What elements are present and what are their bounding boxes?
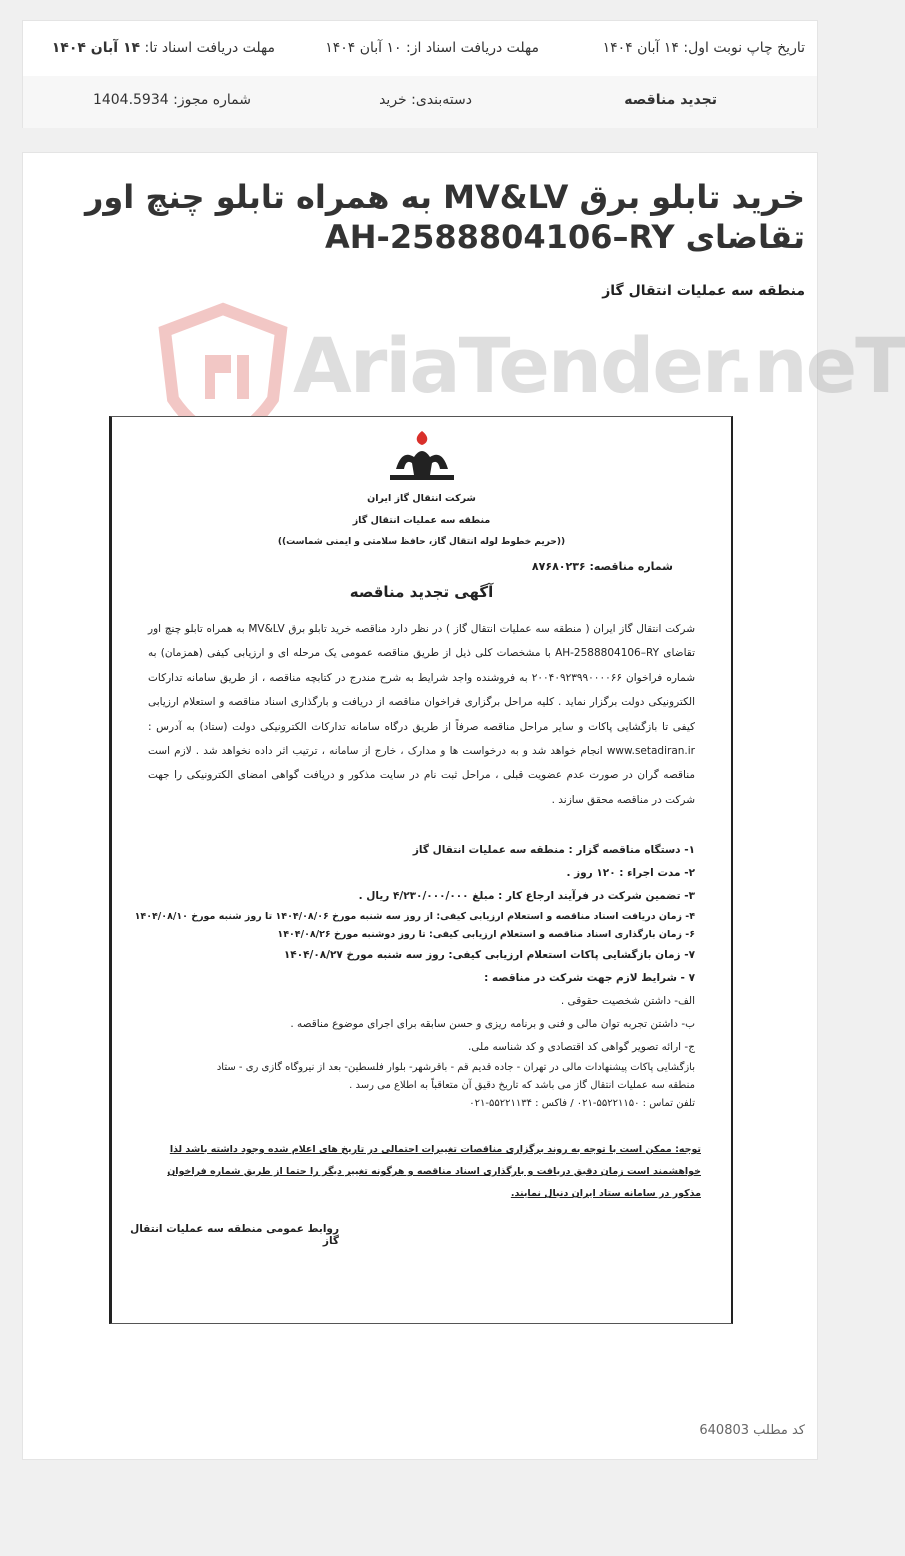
notice-item: ۲- مدت اجراء : ۱۲۰ روز . [566, 867, 695, 879]
notice-item: بازگشایی پاکات پیشنهادات مالی در تهران - جاده قدیم قم - باقرشهر- بلوار فلسطین- بعد از نیروگاه گازی ری - ستاد [216, 1062, 695, 1073]
print-date: تاریخ چاپ نوبت اول: ۱۴ آبان ۱۴۰۴ [602, 40, 805, 56]
gas-company-logo-icon [382, 429, 462, 487]
tender-detail-card [22, 152, 905, 1460]
tender-info-card [22, 20, 818, 128]
doc-from-date: مهلت دریافت اسناد از: ۱۰ آبان ۱۴۰۴ [325, 40, 539, 56]
article-code: کد مطلب 640803 [699, 1423, 805, 1438]
notice-item: ۱- دستگاه مناقصه گزار : منطقه سه عملیات انتقال گاز [412, 844, 695, 856]
notice-item: ۷- زمان بازگشایی پاکات استعلام ارزیابی کیفی: روز سه شنبه مورخ ۱۴۰۴/۰۸/۲۷ [283, 949, 695, 961]
notice-item: تلفن تماس : ۵۵۲۲۱۱۵۰-۰۲۱ / فاکس : ۵۵۲۲۱۱۳۴-۰۲۱ [469, 1098, 695, 1109]
notice-item: ۴- زمان دریافت اسناد مناقصه و استعلام ارزیابی کیفی: از روز سه شنبه مورخ ۱۴۰۴/۰۸/۰۶ تا روز شنبه مورخ ۱۴۰۴/۰۸/۱۰ [134, 911, 695, 922]
notice-item: ب- داشتن تجربه توان مالی و فنی و برنامه ریزی و حسن سابقه برای اجرای موضوع مناقصه . [290, 1018, 695, 1030]
notice-item: الف- داشتن شخصیت حقوقی . [560, 995, 695, 1007]
watermark-text: AriaTender.neT [293, 321, 905, 410]
notice-item: ج- ارائه تصویر گواهی کد اقتصادی و کد شناسه ملی. [467, 1041, 695, 1053]
notice-item: ۶- زمان بارگذاری اسناد مناقصه و استعلام ارزیابی کیفی: تا روز دوشنبه مورخ ۱۴۰۴/۰۸/۲۶ [277, 929, 695, 940]
notice-motto: ((حریم خطوط لوله انتقال گاز، حافظ سلامتی و ایمنی شماست)) [277, 537, 566, 547]
notice-item: منطقه سه عملیات انتقال گاز می باشد که تاریخ دقیق آن متعاقباً به اطلاع می رسد . [349, 1080, 695, 1091]
tender-notice-image [109, 416, 733, 1324]
notice-company: شرکت انتقال گاز ایران [367, 493, 476, 504]
notice-note: توجه: ممکن است با توجه به روند برگزاری مناقصات تغییرات احتمالی در تاریخ های اعلام شده وجود داشته باشد لذا خواهشمند است زمان دقیق دریافت و بارگذاری اسناد مناقصه و هرگونه تغییر دیگر را حتما از طریق شماره فراخوان مذکور در سامانه ستاد ایران دنبال نمایند. [167, 1144, 701, 1199]
notice-item: ۷ - شرایط لازم جهت شرکت در مناقصه : [484, 972, 695, 984]
notice-item: ۳- تضمین شرکت در فرآیند ارجاع کار : مبلغ ۴/۲۳۰/۰۰۰/۰۰۰ ریال . [358, 890, 695, 902]
meta-row [23, 76, 817, 128]
notice-region: منطقه سه عملیات انتقال گاز [352, 515, 491, 526]
page-title: خرید تابلو برق MV&LV به همراه تابلو چنچ اور تقاضای AH-2588804106–RY [84, 178, 805, 256]
notice-tender-number: شماره مناقصه: ۸۷۶۸۰۲۳۶ [531, 560, 673, 573]
notice-items [134, 839, 695, 1113]
organization-name: منطقه سه عملیات انتقال گاز [602, 283, 805, 299]
notice-heading: آگهی تجدید مناقصه [349, 583, 494, 601]
notice-public-relations: روابط عمومی منطقه سه عملیات انتقال گاز [130, 1223, 339, 1247]
tender-type: تجدید مناقصه [624, 92, 717, 108]
category: دسته‌بندی: خرید [379, 92, 472, 108]
license-number: شماره مجوز: 1404.5934 [92, 92, 251, 108]
notice-intro: شرکت انتقال گاز ایران ( منطقه سه عملیات انتقال گاز ) در نظر دارد مناقصه خرید تابلو برق MV&LV به همراه تابلو چنچ اور تقاضای AH-2588804106–RY با مشخصات کلی ذیل از طریق مناقصه عمومی یک مرحله ای و ارزیابی کیفی (همزمان) به شماره فراخوان ۲۰۰۴۰۹۲۳۹۹۰۰۰۰۶۶ به فروشنده واجد شرایط به شرح مندرج در کتابچه مناقصه ، از طریق سامانه تدارکات الکترونیکی دولت برگزار نماید . کلیه مراحل برگزاری فراخوان مناقصه از دریافت و بارگذاری اسناد مناقصه و استعلام ارزیابی کیفی تا بازگشایی پاکات و سایر مراحل مناقصه صرفاً از طریق درگاه سامانه تدارکات الکترونیکی دولت (ستاد) به آدرس : www.setadiran.ir انجام خواهد شد و به درخواست ها و مدارک ، خارج از سامانه ، ترتیب اثر داده نخواهد شد . لازم است مناقصه گران در صورت عدم عضویت قبلی ، مراحل ثبت نام در سایت مذکور و دریافت گواهی امضای الکترونیکی را جهت شرکت در مناقصه محقق سازند . [148, 623, 695, 806]
doc-to-date: مهلت دریافت اسناد تا: ۱۴ آبان ۱۴۰۴ [51, 40, 275, 56]
dates-row [23, 21, 817, 76]
